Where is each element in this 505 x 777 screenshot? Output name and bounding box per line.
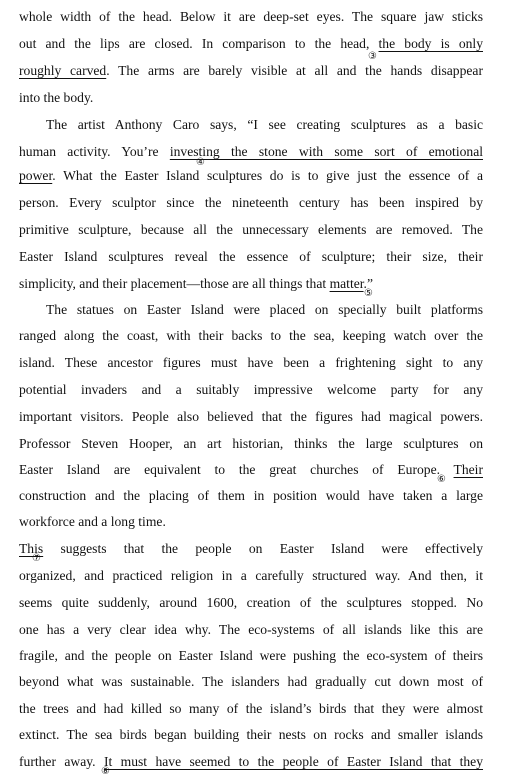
question-marker-4: ④	[196, 157, 205, 168]
text-line	[19, 377, 483, 403]
underlined-phrase: investing the stone with some sort of emotional	[169, 144, 484, 159]
text-run: ranged along the coast, with their backs to the sea, keeping watch over the	[19, 328, 483, 343]
text-run: into the body.	[19, 90, 94, 105]
text-run: whole width of the head. Below it are deep-set eyes. The square jaw sticks	[19, 9, 483, 24]
question-marker-6: ⑥	[437, 474, 446, 485]
question-marker-8: ⑧	[101, 766, 110, 777]
text-line	[19, 563, 483, 589]
text-line	[19, 139, 483, 165]
text-line	[19, 509, 483, 535]
text-run: potential invaders and a suitably impressive welcome party for any	[19, 382, 483, 397]
text-run: the trees and had killed so many of the island’s birds that they were almost	[19, 701, 483, 716]
text-line	[19, 350, 483, 376]
text-run: extinct. The sea birds began building their nests on rocks and smaller islands	[19, 727, 483, 742]
text-line	[19, 31, 483, 57]
text-line	[19, 749, 483, 775]
text-line	[19, 404, 483, 430]
text-run: island. These ancestor figures must have been a frightening sight to any	[19, 355, 483, 370]
text-line	[19, 271, 483, 297]
text-run: .”	[363, 276, 373, 291]
text-run: suggests that the people on Easter Island were effectively	[43, 541, 483, 556]
question-marker-3: ③	[368, 51, 377, 62]
text-run: Easter Island are equivalent to the great churches of Europe.	[19, 462, 454, 477]
text-line	[19, 85, 483, 111]
text-run: fragile, and the people on Easter Island were pushing the eco-system of theirs	[19, 648, 483, 663]
text-run: beyond what was sustainable. The islanders had gradually cut down most of	[19, 674, 483, 689]
text-run: . What the Easter Island sculptures do is to give just the essence of a	[52, 168, 483, 183]
text-line	[19, 590, 483, 616]
text-line	[19, 643, 483, 669]
underlined-phrase: matter	[329, 276, 364, 291]
question-marker-5: ⑤	[364, 288, 373, 299]
underlined-phrase: the body is only	[378, 36, 483, 51]
text-run: person. Every sculptor since the nineteenth century has been inspired by	[19, 195, 483, 210]
text-line	[19, 457, 483, 483]
underlined-phrase: This	[19, 541, 44, 556]
text-run: . The arms are barely visible at all and the hands disappear	[106, 63, 483, 78]
text-line	[19, 431, 483, 457]
text-run: simplicity, and their placement—those are all things that	[19, 276, 330, 291]
text-run: The artist Anthony Caro says, “I see creating sculptures as a basic	[46, 117, 483, 132]
text-run: further away.	[19, 754, 104, 769]
text-run: Easter Island sculptures reveal the essence of sculpture; their size, their	[19, 249, 483, 264]
text-run: seems quite suddenly, around 1600, creation of the sculptures stopped. No	[19, 595, 483, 610]
text-line	[19, 244, 483, 270]
text-run: construction and the placing of them in position would have taken a large	[19, 488, 483, 503]
text-line	[19, 163, 483, 189]
text-line	[19, 4, 483, 30]
text-line	[19, 696, 483, 722]
text-line	[19, 483, 483, 509]
text-run: The statues on Easter Island were placed on specially built platforms	[46, 302, 483, 317]
text-run: primitive sculpture, because all the unnecessary elements are removed. The	[19, 222, 483, 237]
text-line	[19, 190, 483, 216]
underlined-phrase: roughly carved	[19, 63, 107, 78]
text-run: important visitors. People also believed that the figures had magical powers.	[19, 409, 483, 424]
text-run: one has a very clear idea why. The eco-systems of all islands like this are	[19, 622, 483, 637]
text-line	[19, 112, 483, 138]
text-line	[19, 297, 483, 323]
text-run: Professor Steven Hooper, an art historian, thinks the large sculptures on	[19, 436, 483, 451]
text-run: workforce and a long time.	[19, 514, 166, 529]
underlined-phrase: power	[19, 168, 53, 183]
text-run: organized, and practiced religion in a carefully structured way. And then, it	[19, 568, 483, 583]
text-run: human activity. You’re	[19, 144, 170, 159]
text-line	[19, 58, 483, 84]
underlined-phrase: It must have seemed to the people of Easter Island that they	[103, 754, 484, 769]
underlined-phrase: Their	[453, 462, 483, 477]
text-line	[19, 669, 483, 695]
text-line	[19, 617, 483, 643]
text-line	[19, 722, 483, 748]
text-line	[19, 217, 483, 243]
text-line	[19, 536, 483, 562]
text-run: out and the lips are closed. In comparison to the head,	[19, 36, 379, 51]
question-marker-7: ⑦	[32, 553, 41, 564]
text-line	[19, 323, 483, 349]
